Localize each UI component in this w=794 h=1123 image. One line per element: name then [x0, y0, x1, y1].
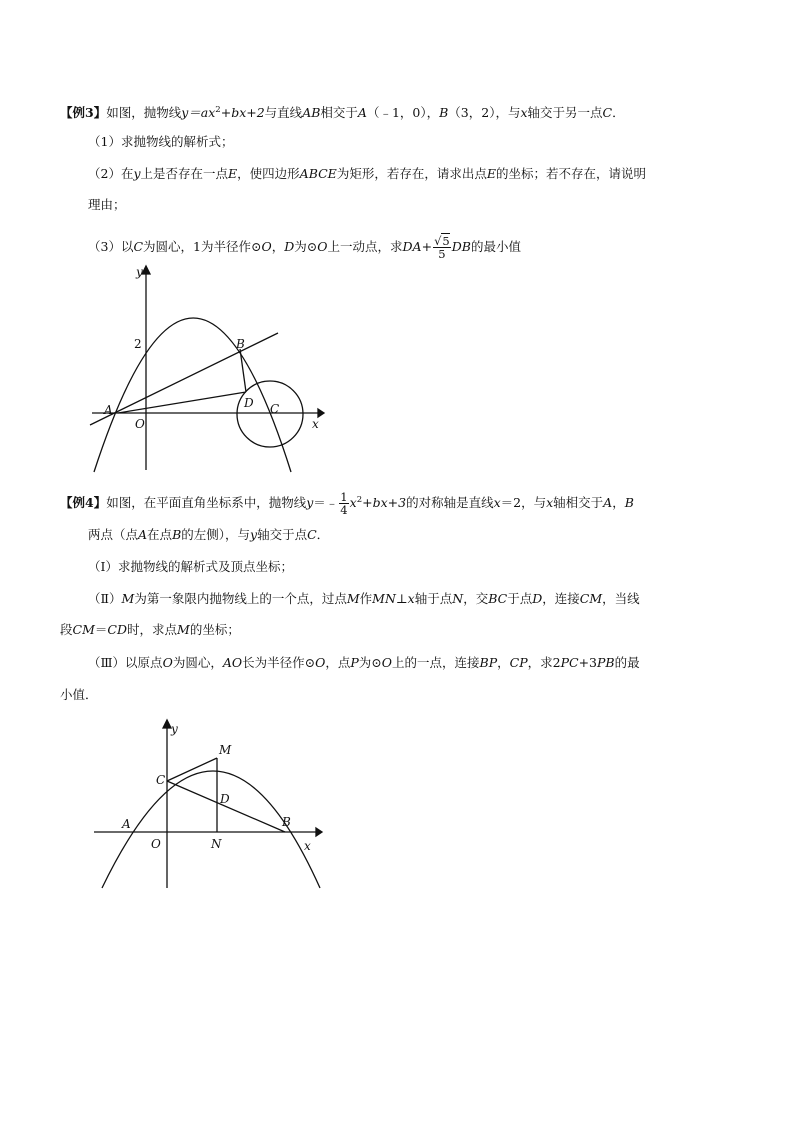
- label-a: A: [122, 817, 131, 831]
- example3-question-2-continued: 理由；: [88, 197, 126, 212]
- segment-bd: [240, 349, 246, 392]
- example3-stem: 【例3】如图，抛物线$y=ax^2+bx+2$与直线AB相交于A（﹣1，0），B（3，2），与x轴交于另一点C．: [60, 105, 625, 121]
- example4-stem: 【例4】如图，在平面直角坐标系中，抛物线y＝﹣ $\frac{1}{4}$ $x^2+bx+3$的对称轴是直线x＝2，与x轴相交于A，B: [60, 490, 634, 518]
- example3-figure: [86, 262, 326, 474]
- example3-question-1: （1）求抛物线的解析式；: [88, 134, 234, 149]
- y-axis-arrow-icon: [163, 720, 171, 728]
- label-b: B: [236, 337, 245, 351]
- example4-question-2-continued: 段CM＝CD时，求点M的坐标；: [60, 622, 240, 637]
- example4-tag: 【例4】: [60, 495, 107, 511]
- label-c: C: [156, 773, 166, 787]
- sqrt5-over-5-fraction: $\frac{√5}{5}$: [434, 234, 450, 261]
- example3-question-2: （2）在y上是否存在一点E，使四边形ABCE为矩形，若存在，请求出点E的坐标；若不存在，请说明: [88, 166, 646, 181]
- x-axis-arrow-icon: [316, 828, 322, 836]
- label-y: y: [136, 265, 143, 279]
- label-m: M: [219, 743, 232, 757]
- example3-tag: 【例3】: [60, 105, 107, 121]
- label-d: D: [244, 396, 254, 410]
- segment-bc: [167, 781, 285, 832]
- label-x: x: [312, 417, 319, 431]
- label-b: B: [282, 815, 291, 829]
- label-o: O: [135, 417, 145, 431]
- parabola-curve: [102, 771, 320, 888]
- label-d: D: [220, 792, 230, 806]
- example4-question-1: （Ⅰ）求抛物线的解析式及顶点坐标；: [88, 559, 293, 574]
- label-x: x: [304, 839, 311, 853]
- line-ab: [90, 333, 278, 425]
- example4-stem-continued: 两点（点A在点B的左侧），与y轴交于点C．: [88, 527, 330, 542]
- y-axis-arrow-icon: [142, 266, 150, 274]
- x-axis-arrow-icon: [318, 409, 324, 417]
- one-quarter-fraction: $\frac{1}{4}$: [340, 490, 348, 518]
- example4-question-3: （Ⅲ）以原点O为圆心，AO长为半径作⊙O，点P为⊙O上的一点，连接BP，CP，求2PC+3PB的最: [88, 655, 640, 670]
- label-y: y: [171, 722, 178, 736]
- label-n: N: [211, 837, 222, 851]
- example4-question-3-continued: 小值．: [60, 687, 98, 702]
- example4-figure: [90, 714, 330, 890]
- segment-cm: [167, 758, 217, 781]
- example4-question-2: （Ⅱ）M为第一象限内抛物线上的一个点，过点M作MN⊥x轴于点N，交BC于点D，连接CM，当线: [88, 591, 640, 606]
- label-a: A: [104, 403, 113, 417]
- example3-question-3: （3）以C为圆心，1为半径作⊙O，D为⊙O上一动点，求DA+ $\frac{√5}{5}$ DB的最小值: [88, 234, 521, 261]
- label-o: O: [151, 837, 161, 851]
- label-c: C: [270, 402, 280, 416]
- label-2: 2: [134, 337, 142, 351]
